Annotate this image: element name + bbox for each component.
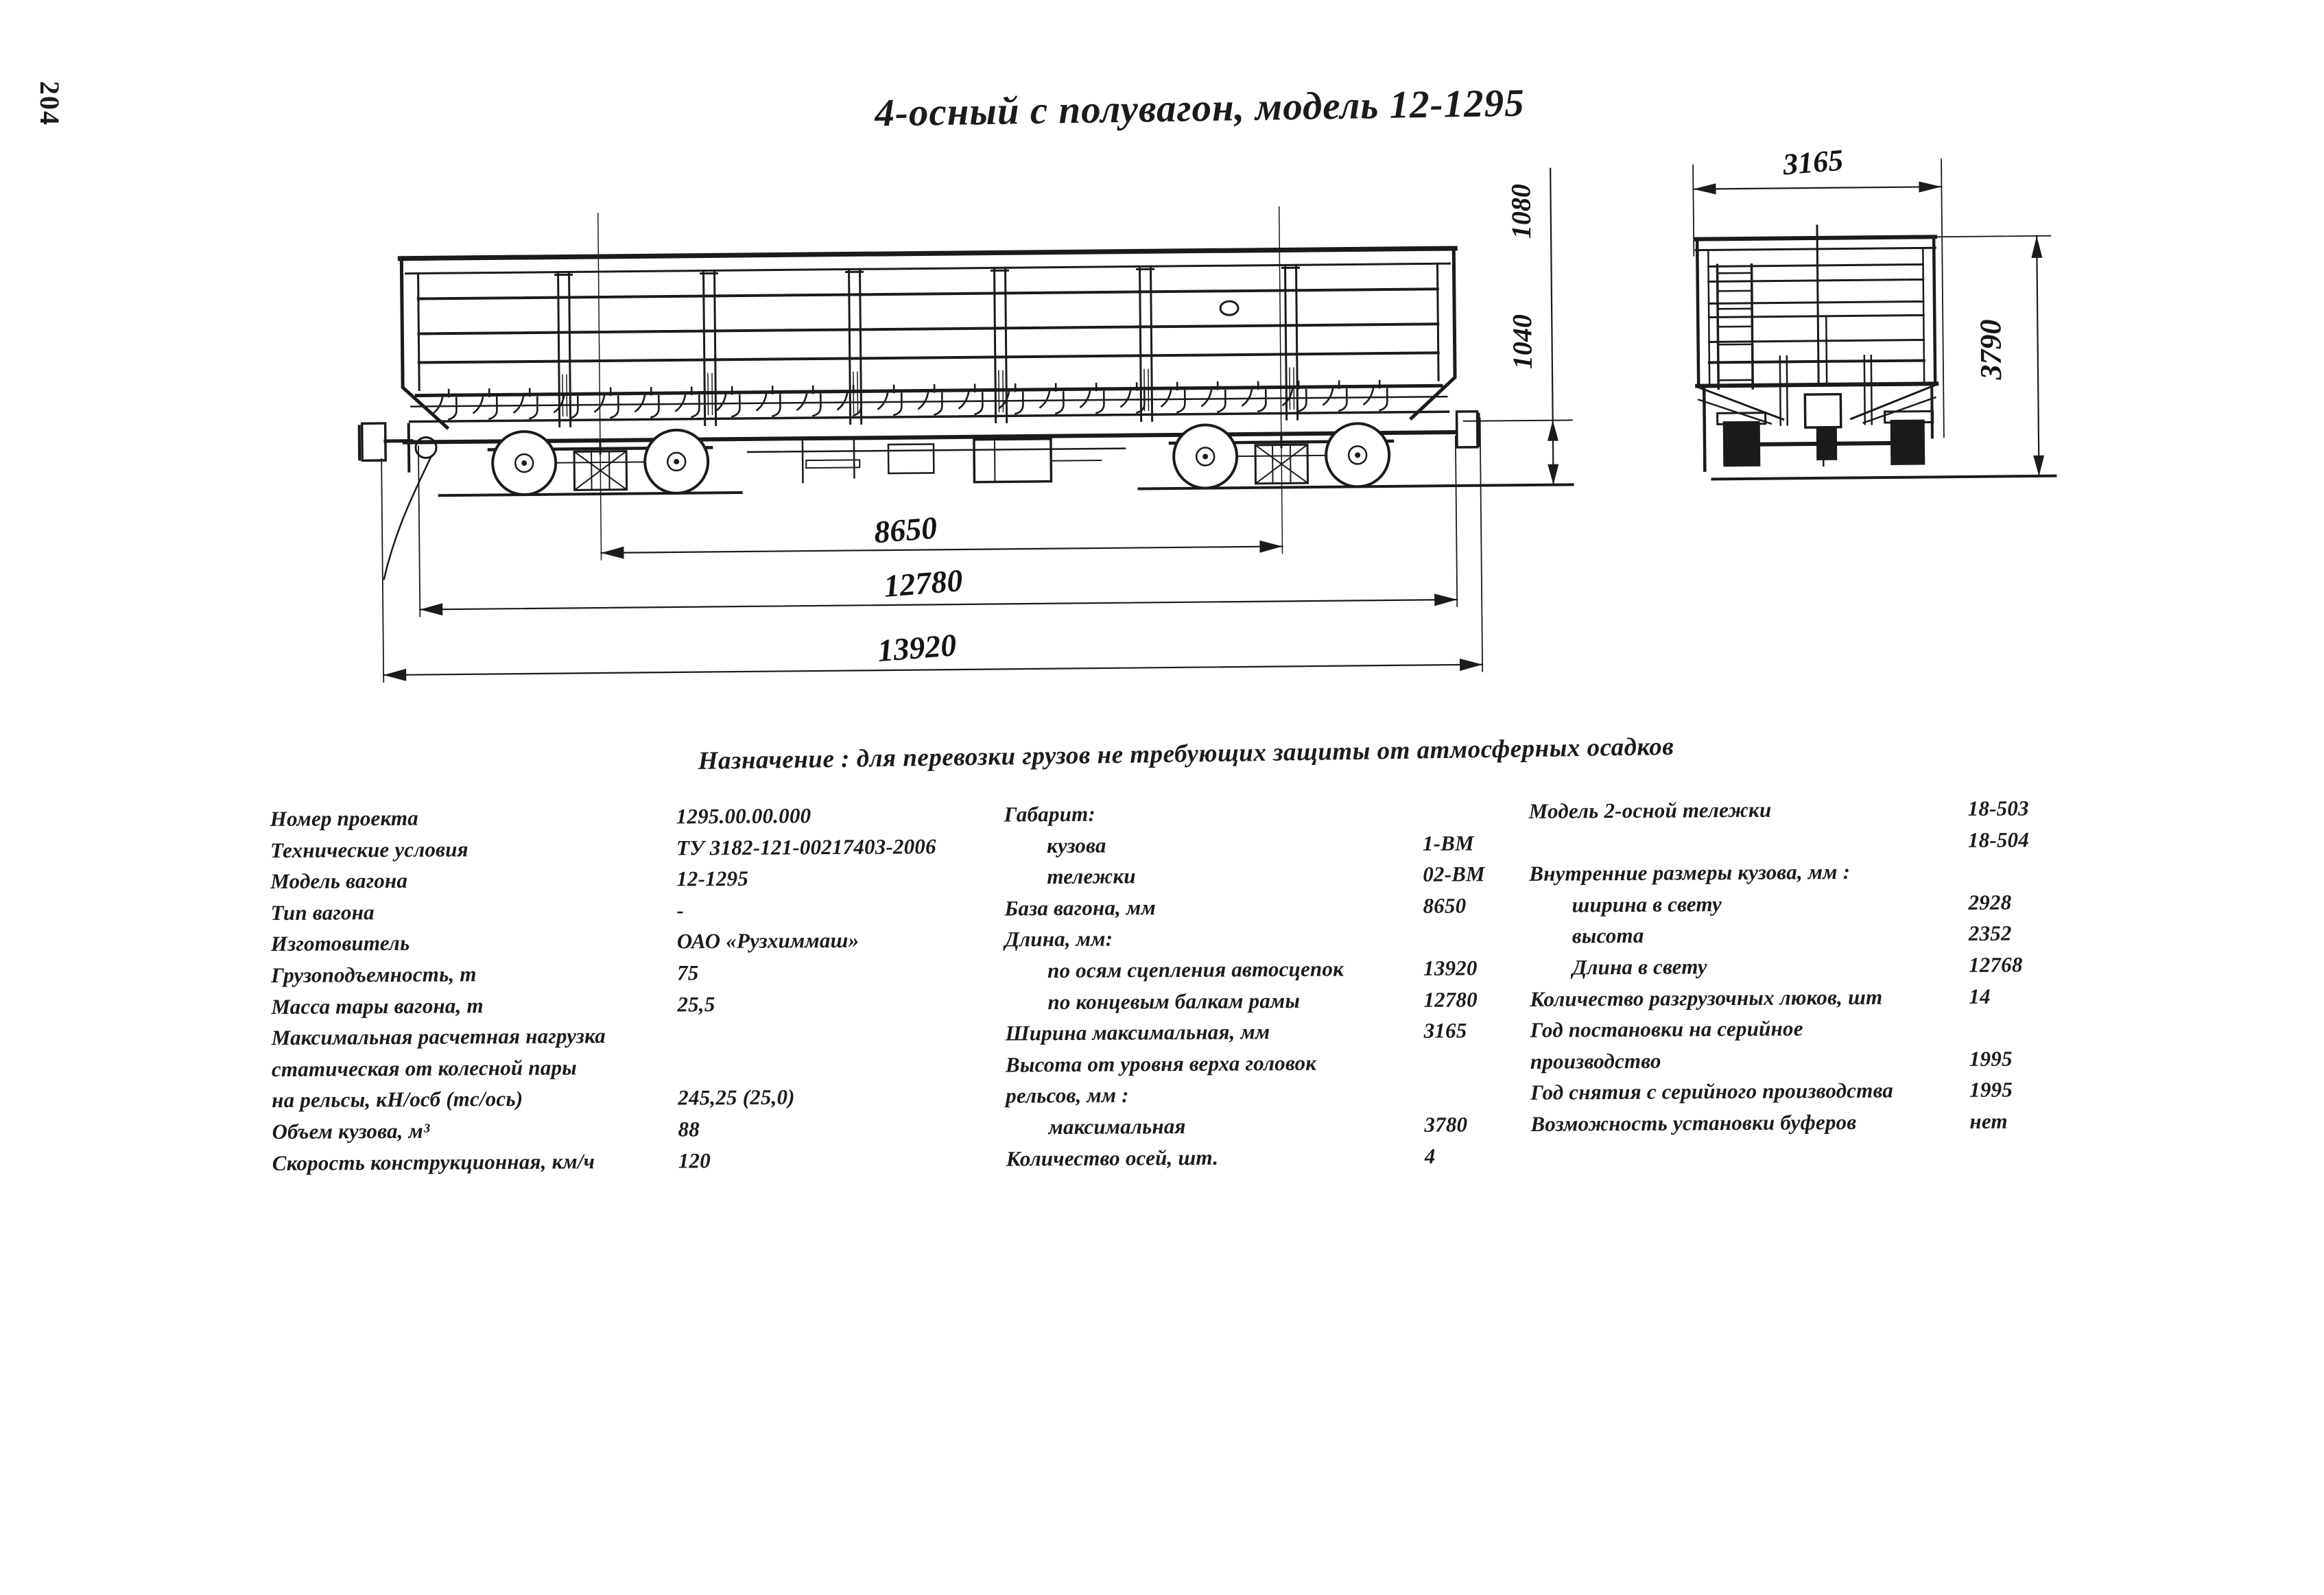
spec-row: 18-504 <box>1967 827 2030 852</box>
dim-label-3165: 3165 <box>1781 143 1845 182</box>
spec-row: Год снятия с серийного производства 1995 <box>1530 1077 2013 1105</box>
purpose-line: Назначение : для перевозки грузов не требующих защиты от атмосферных осадков <box>698 732 1674 776</box>
spec-row: производство 1995 <box>1530 1046 2013 1074</box>
spec-row: Ширина максимальная, мм 3165 <box>1005 1018 1467 1045</box>
dim-label-13920: 13920 <box>876 627 958 669</box>
spec-row: Высота от уровня верха головок <box>1005 1050 1317 1077</box>
spec-row: База вагона, мм 8650 <box>1004 893 1467 921</box>
spec-row: кузова 1-ВМ <box>1046 830 1474 858</box>
spec-row: Длина, мм: <box>1004 926 1113 952</box>
spec-row: Масса тары вагона, т 25,5 <box>271 991 715 1019</box>
spec-row: высота 2352 <box>1572 921 2012 948</box>
dim-label-1040: 1040 <box>1506 314 1538 370</box>
dim-label-1080: 1080 <box>1505 183 1537 239</box>
spec-row: Номер проекта 1295.00.00.000 <box>270 803 811 831</box>
spec-row: рельсов, мм : <box>1006 1083 1129 1108</box>
spec-column-1 <box>270 803 936 1182</box>
spec-row: по концевым балкам рамы 12780 <box>1047 986 1478 1014</box>
dim-label-12780: 12780 <box>882 563 964 604</box>
dim-label-3790: 3790 <box>1973 319 2008 380</box>
spec-row: Модель 2-осной тележки 18-503 <box>1528 796 2029 823</box>
spec-row: Год постановки на серийное <box>1530 1016 1803 1042</box>
spec-row: по осям сцепления автосцепок 13920 <box>1047 956 1478 983</box>
spec-row: Изготовитель ОАО «Рузхиммаш» <box>270 928 859 956</box>
spec-row: Габарит: <box>1004 801 1096 827</box>
spec-row: статическая от колесной пары <box>271 1055 578 1081</box>
spec-row: Технические условия ТУ 3182-121-00217403-2006 <box>270 834 936 862</box>
spec-row: Тип вагона - <box>270 898 685 925</box>
spec-row: на рельсы, кН/осб (тс/ось) 245,25 (25,0) <box>272 1085 795 1113</box>
spec-row: Возможность установки буферов нет <box>1530 1109 2008 1136</box>
spec-row: Модель вагона 12-1295 <box>270 866 749 894</box>
spec-column-3 <box>1528 796 2030 1144</box>
spec-row: Количество разгрузочных люков, шт 14 <box>1530 984 1991 1011</box>
page-title: 4-осный с полувагон, модель 12-1295 <box>874 81 1526 135</box>
spec-row: Объем кузова, м³ 88 <box>272 1117 700 1144</box>
spec-row: Длина в свету 12768 <box>1572 952 2023 980</box>
spec-row: Максимальная расчетная нагрузка <box>271 1024 606 1050</box>
dim-label-8650: 8650 <box>873 510 938 550</box>
spec-row: тележки 02-ВМ <box>1047 862 1485 889</box>
spec-row: Скорость конструкционная, км/ч 120 <box>272 1148 711 1175</box>
spec-row: максимальная 3780 <box>1048 1112 1468 1139</box>
spec-column-2 <box>1004 800 1485 1177</box>
page-number: 204 <box>34 81 65 126</box>
spec-row: ширина в свету 2928 <box>1572 890 2012 917</box>
spec-row: Внутренние размеры кузова, мм : <box>1529 860 1851 886</box>
spec-row: Грузоподъемность, т 75 <box>271 960 699 987</box>
spec-row: Количество осей, шт. 4 <box>1006 1144 1436 1171</box>
